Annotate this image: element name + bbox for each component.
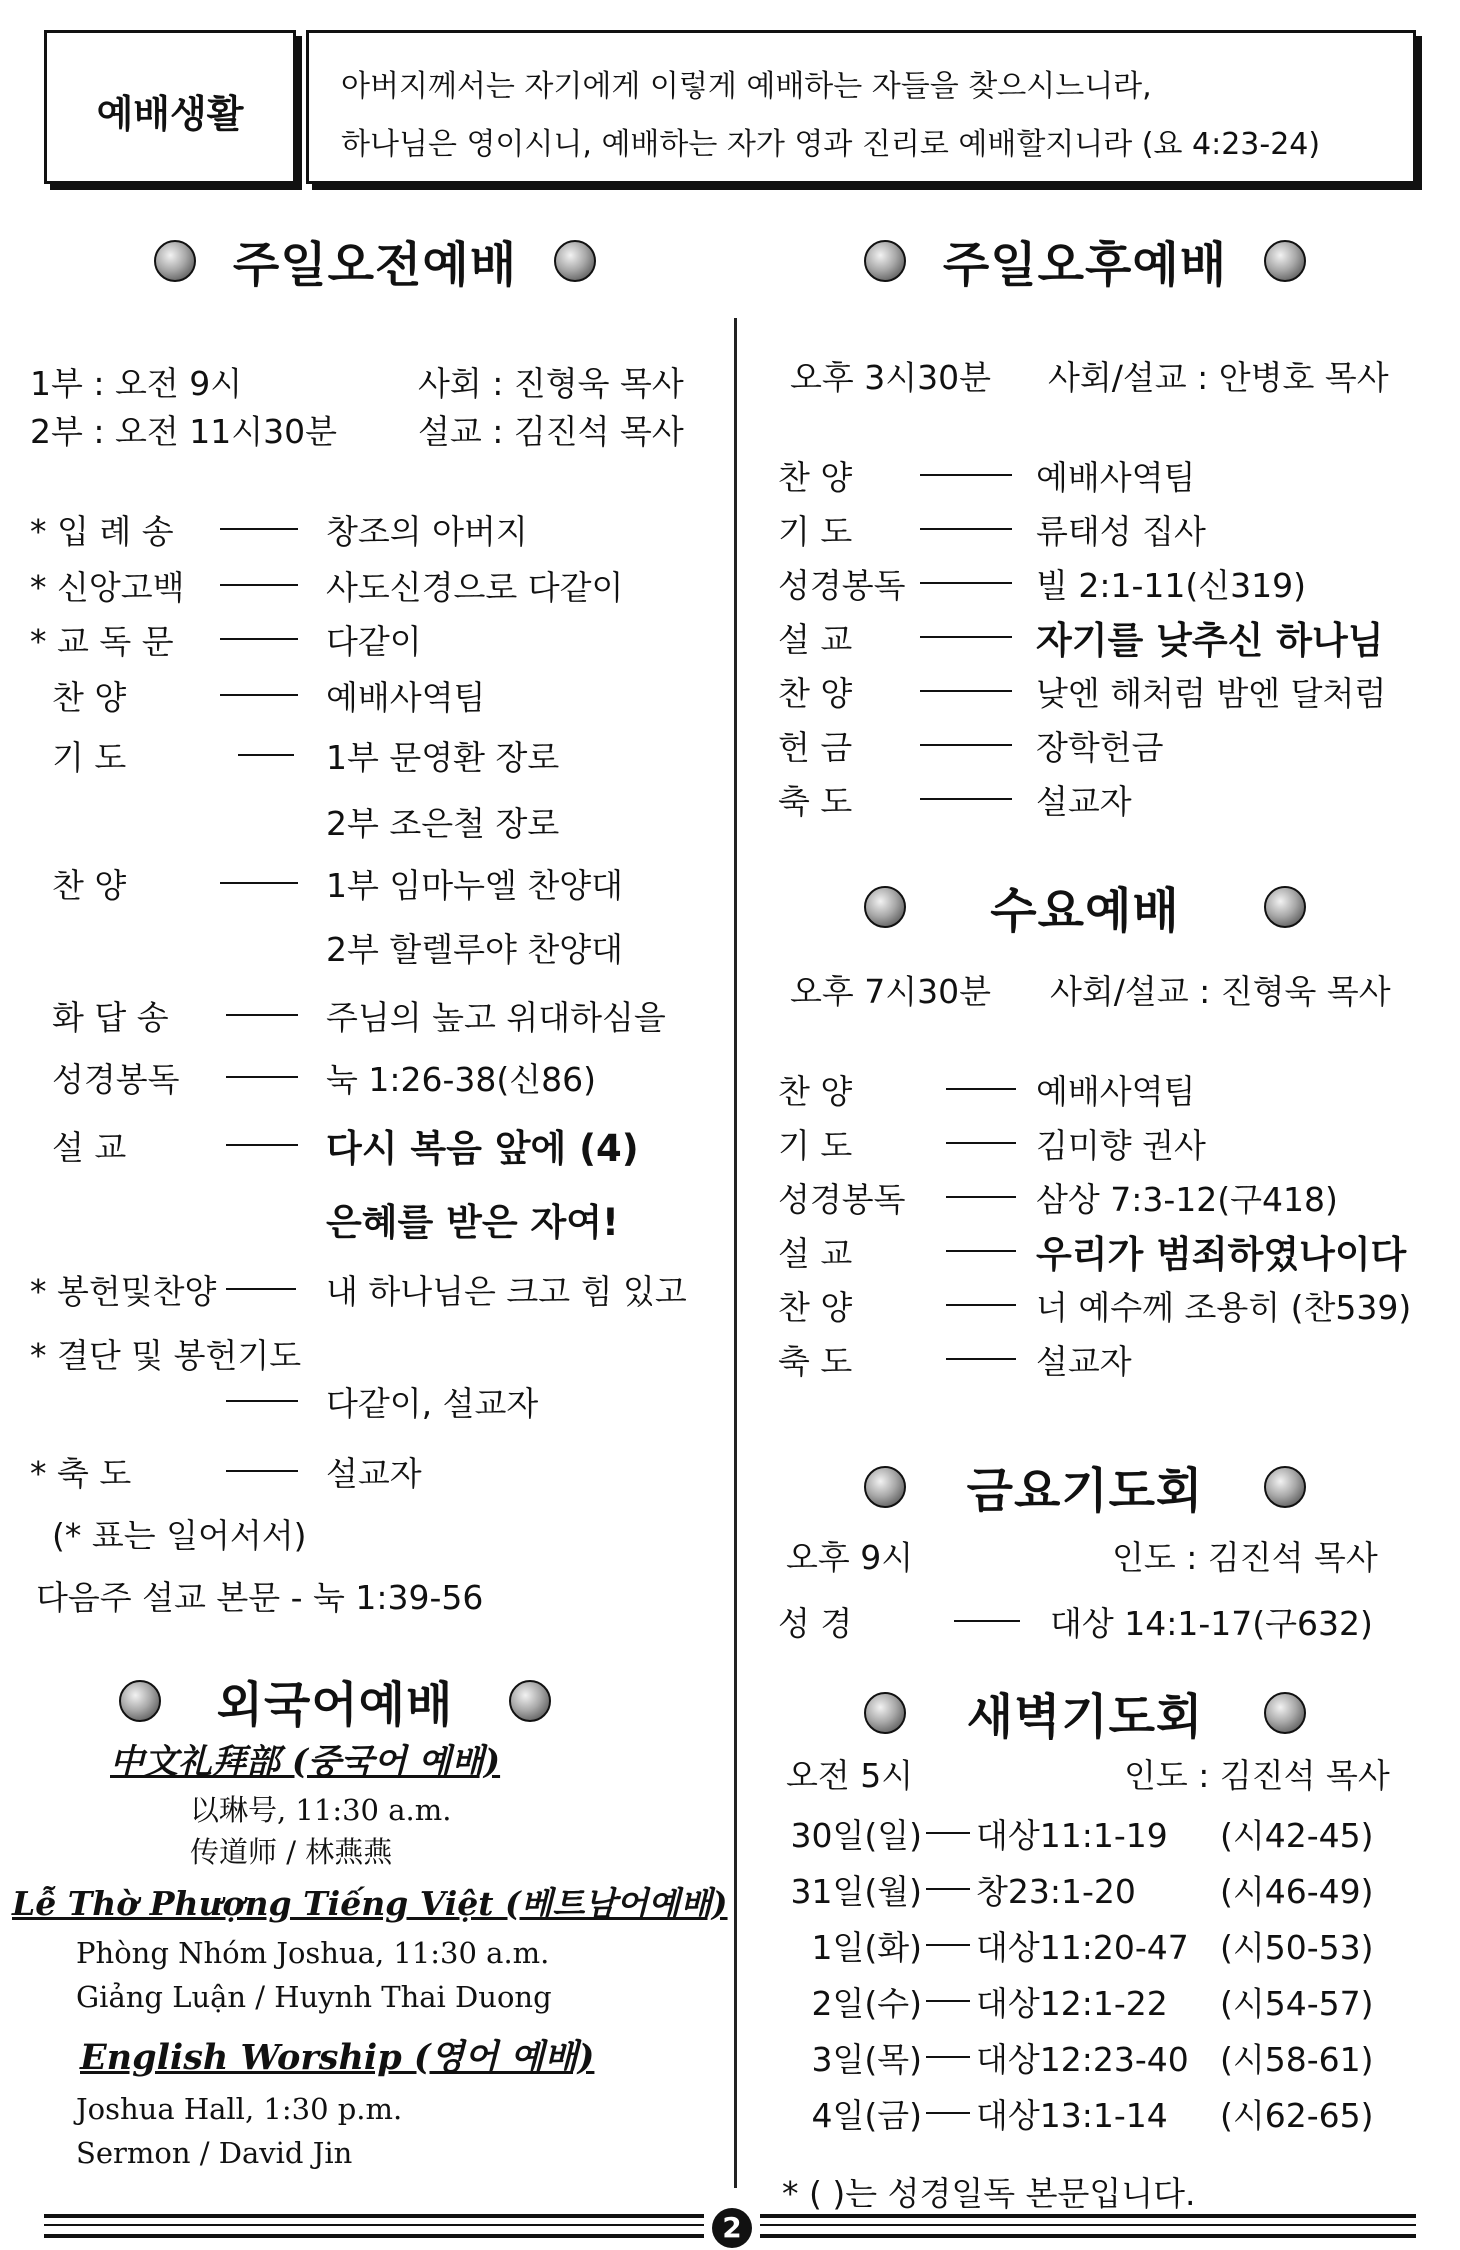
order-value: 내 하나님은 크고 힘 있고 xyxy=(326,1272,687,1311)
bullet-icon xyxy=(554,240,596,282)
order-value: 장학헌금 xyxy=(1036,728,1164,767)
order-label: 성경봉독 xyxy=(778,566,906,605)
chinese-service-title: 中文礼拜部 (중국어 예배) xyxy=(110,1742,501,1782)
order-label: 기 도 xyxy=(778,1126,853,1165)
order-label: * 입 례 송 xyxy=(30,512,174,551)
dash-line xyxy=(220,638,298,640)
dash-line xyxy=(926,1944,970,1946)
order-label: 찬 양 xyxy=(778,1072,853,1111)
dash-line xyxy=(226,1470,298,1472)
dawn-day: 30일(일) xyxy=(790,1816,922,1855)
dawn-day: 4일(금) xyxy=(811,2096,922,2135)
foreign-heading xyxy=(115,1668,555,1732)
order-value: 1부 문영환 장로 xyxy=(326,738,560,777)
order-value: 창조의 아버지 xyxy=(326,512,528,551)
page-number: 2 xyxy=(712,2208,752,2248)
order-label: * 축 도 xyxy=(30,1454,132,1493)
dash-line xyxy=(226,1144,298,1146)
order-label: 설 교 xyxy=(778,1234,853,1273)
vietnamese-service-place: Phòng Nhóm Joshua, 11:30 a.m. xyxy=(76,1936,550,1970)
order-value: 2부 할렐루야 찬양대 xyxy=(326,930,623,969)
order-value: 너 예수께 조용히 (찬539) xyxy=(1036,1288,1412,1327)
order-label: 성경봉독 xyxy=(778,1180,906,1219)
order-value: 김미향 권사 xyxy=(1036,1126,1206,1165)
dawn-psalm: (시50-53) xyxy=(1220,1928,1374,1967)
verse-box xyxy=(306,30,1416,184)
dash-line xyxy=(946,1142,1016,1144)
footer-rule xyxy=(44,2214,704,2218)
dash-line xyxy=(220,694,298,696)
friday-reading: 대상 14:1-17(구632) xyxy=(1050,1604,1373,1643)
order-value: 주님의 높고 위대하심을 xyxy=(326,998,666,1037)
footer-rule xyxy=(760,2224,1416,2226)
order-label: 헌 금 xyxy=(778,728,853,767)
dash-line xyxy=(946,1196,1016,1198)
bullet-icon xyxy=(1264,886,1306,928)
order-value: 빌 2:1-11(신319) xyxy=(1036,566,1306,605)
bullet-icon xyxy=(864,240,906,282)
friday-leader: 인도 : 김진석 목사 xyxy=(1112,1538,1378,1577)
friday-title: 금요기도회 xyxy=(966,1462,1204,1519)
bullet-icon xyxy=(509,1680,551,1722)
order-value: 은혜를 받은 자여! xyxy=(326,1201,619,1244)
dash-line xyxy=(220,528,298,530)
order-value: 류태성 집사 xyxy=(1036,512,1206,551)
dawn-title: 새벽기도회 xyxy=(966,1688,1204,1745)
afternoon-leader: 사회/설교 : 안병호 목사 xyxy=(1048,358,1389,397)
bullet-icon xyxy=(1264,240,1306,282)
dash-line xyxy=(238,754,294,756)
dash-line xyxy=(920,636,1012,638)
dawn-psalm: (시58-61) xyxy=(1220,2040,1374,2079)
english-service-preacher: Sermon / David Jin xyxy=(76,2136,353,2170)
order-value: 설교자 xyxy=(1036,1342,1132,1381)
dawn-note: * ( )는 성경일독 본문입니다. xyxy=(782,2174,1196,2213)
next-sermon: 다음주 설교 본문 - 눅 1:39-56 xyxy=(36,1578,484,1617)
dash-line xyxy=(946,1358,1016,1360)
dash-line xyxy=(946,1304,1016,1306)
order-value: 다같이 xyxy=(326,622,422,661)
order-label: 화 답 송 xyxy=(52,998,169,1037)
dawn-day: 31일(월) xyxy=(790,1872,922,1911)
order-value: 2부 조은철 장로 xyxy=(326,804,560,843)
order-value: 우리가 범죄하였나이다 xyxy=(1036,1233,1407,1276)
dash-line xyxy=(920,744,1012,746)
order-label: 찬 양 xyxy=(778,674,853,713)
verse-line-2: 하나님은 영이시니, 예배하는 자가 영과 진리로 예배할지니라 (요 4:23-24) xyxy=(341,127,1321,162)
bullet-icon xyxy=(864,1466,906,1508)
dash-line xyxy=(220,584,298,586)
order-value: 1부 임마누엘 찬양대 xyxy=(326,866,623,905)
english-service-title: English Worship (영어 예배) xyxy=(80,2037,595,2078)
order-label: * 결단 및 봉헌기도 xyxy=(30,1336,302,1375)
footer-rule xyxy=(760,2234,1416,2238)
dawn-reading: 대상12:23-40 xyxy=(976,2040,1189,2079)
order-value: 삼상 7:3-12(구418) xyxy=(1036,1180,1338,1219)
dash-line xyxy=(926,2056,970,2058)
order-label: 축 도 xyxy=(778,782,853,821)
dawn-psalm: (시62-65) xyxy=(1220,2096,1374,2135)
foreign-title: 외국어예배 xyxy=(216,1676,454,1733)
column-divider xyxy=(734,318,737,2188)
order-value: 자기를 낮추신 하나님 xyxy=(1036,619,1384,662)
order-value: 예배사역팀 xyxy=(1036,458,1196,497)
dash-line xyxy=(920,798,1012,800)
friday-heading xyxy=(860,1454,1310,1518)
dawn-day: 1일(화) xyxy=(811,1928,922,1967)
bullet-icon xyxy=(119,1680,161,1722)
bullet-icon xyxy=(1264,1692,1306,1734)
dawn-reading: 창23:1-20 xyxy=(976,1872,1136,1911)
dash-line xyxy=(226,1288,296,1290)
dawn-heading xyxy=(860,1680,1310,1744)
dash-line xyxy=(920,474,1012,476)
dash-line xyxy=(926,1832,970,1834)
order-value: 예배사역팀 xyxy=(1036,1072,1196,1111)
english-service-place: Joshua Hall, 1:30 p.m. xyxy=(76,2092,403,2126)
dash-line xyxy=(226,1400,298,1402)
morning-leader: 사회 : 진형욱 목사 xyxy=(418,364,684,403)
bullet-icon xyxy=(864,886,906,928)
wednesday-leader: 사회/설교 : 진형욱 목사 xyxy=(1050,972,1391,1011)
service-time-2: 2부 : 오전 11시30분 xyxy=(30,412,337,451)
dash-line xyxy=(926,2112,970,2114)
order-value: 설교자 xyxy=(1036,782,1132,821)
dawn-reading: 대상11:20-47 xyxy=(976,1928,1189,1967)
dash-line xyxy=(226,1014,298,1016)
morning-heading xyxy=(150,228,600,292)
order-label: 설 교 xyxy=(778,620,853,659)
order-label: * 신앙고백 xyxy=(30,568,185,607)
standing-note: (* 표는 일어서서) xyxy=(52,1516,307,1555)
dawn-reading: 대상12:1-22 xyxy=(976,1984,1168,2023)
dash-line xyxy=(926,1888,970,1890)
dawn-reading: 대상13:1-14 xyxy=(976,2096,1168,2135)
friday-label: 성 경 xyxy=(778,1604,853,1643)
order-value: 다같이, 설교자 xyxy=(326,1384,539,1423)
wednesday-time: 오후 7시30분 xyxy=(790,972,991,1011)
footer-rule xyxy=(44,2234,704,2238)
dash-line xyxy=(226,1076,298,1078)
order-label: * 교 독 문 xyxy=(30,622,174,661)
morning-preacher: 설교 : 김진석 목사 xyxy=(418,412,684,451)
order-value: 예배사역팀 xyxy=(326,678,486,717)
order-label: 찬 양 xyxy=(52,678,127,717)
dawn-time: 오전 5시 xyxy=(786,1756,914,1795)
dash-line xyxy=(920,528,1012,530)
dash-line xyxy=(954,1620,1020,1622)
dash-line xyxy=(920,582,1012,584)
dash-line xyxy=(220,882,298,884)
footer-rule xyxy=(760,2214,1416,2218)
wednesday-title: 수요예배 xyxy=(990,882,1180,939)
dawn-leader: 인도 : 김진석 목사 xyxy=(1124,1756,1390,1795)
service-time-1: 1부 : 오전 9시 xyxy=(30,364,243,403)
order-label: 성경봉독 xyxy=(52,1060,180,1099)
order-value: 설교자 xyxy=(326,1454,422,1493)
order-label: * 봉헌및찬양 xyxy=(30,1272,217,1311)
dawn-reading: 대상11:1-19 xyxy=(976,1816,1168,1855)
dawn-day: 2일(수) xyxy=(811,1984,922,2023)
order-label: 찬 양 xyxy=(52,866,127,905)
order-label: 설 교 xyxy=(52,1128,127,1167)
order-label: 찬 양 xyxy=(778,1288,853,1327)
order-label: 기 도 xyxy=(52,738,127,777)
order-label: 기 도 xyxy=(778,512,853,551)
bullet-icon xyxy=(864,1692,906,1734)
order-value: 눅 1:26-38(신86) xyxy=(326,1060,596,1099)
wednesday-heading xyxy=(860,874,1310,938)
verse-line-1: 아버지께서는 자기에게 이렇게 예배하는 자들을 찾으시느니라, xyxy=(341,69,1152,104)
dawn-psalm: (시46-49) xyxy=(1220,1872,1374,1911)
afternoon-title: 주일오후예배 xyxy=(942,236,1228,293)
vietnamese-service-preacher: Giảng Luận / Huynh Thai Duong xyxy=(76,1980,552,2014)
dawn-psalm: (시54-57) xyxy=(1220,1984,1374,2023)
order-label: 찬 양 xyxy=(778,458,853,497)
dawn-psalm: (시42-45) xyxy=(1220,1816,1374,1855)
afternoon-heading xyxy=(860,228,1310,292)
dawn-day: 3일(목) xyxy=(811,2040,922,2079)
section-label: 예배생활 xyxy=(96,92,244,136)
order-label: 축 도 xyxy=(778,1342,853,1381)
section-label-box xyxy=(44,30,296,184)
footer-rule xyxy=(44,2224,704,2226)
vietnamese-service-title: Lễ Thờ Phượng Tiếng Việt (베트남어예배) xyxy=(12,1884,728,1923)
chinese-service-place: 以琳号, 11:30 a.m. xyxy=(190,1793,452,1827)
order-value: 사도신경으로 다같이 xyxy=(326,568,624,607)
order-value: 낮엔 해처럼 밤엔 달처럼 xyxy=(1036,674,1387,713)
bullet-icon xyxy=(1264,1466,1306,1508)
order-value: 다시 복음 앞에 (4) xyxy=(326,1127,639,1170)
dash-line xyxy=(926,2000,970,2002)
dash-line xyxy=(946,1088,1016,1090)
morning-title: 주일오전예배 xyxy=(232,236,518,293)
chinese-service-preacher: 传道师 / 林燕燕 xyxy=(190,1835,393,1869)
friday-time: 오후 9시 xyxy=(786,1538,914,1577)
dash-line xyxy=(946,1250,1016,1252)
bullet-icon xyxy=(154,240,196,282)
afternoon-time: 오후 3시30분 xyxy=(790,358,991,397)
dash-line xyxy=(920,690,1012,692)
